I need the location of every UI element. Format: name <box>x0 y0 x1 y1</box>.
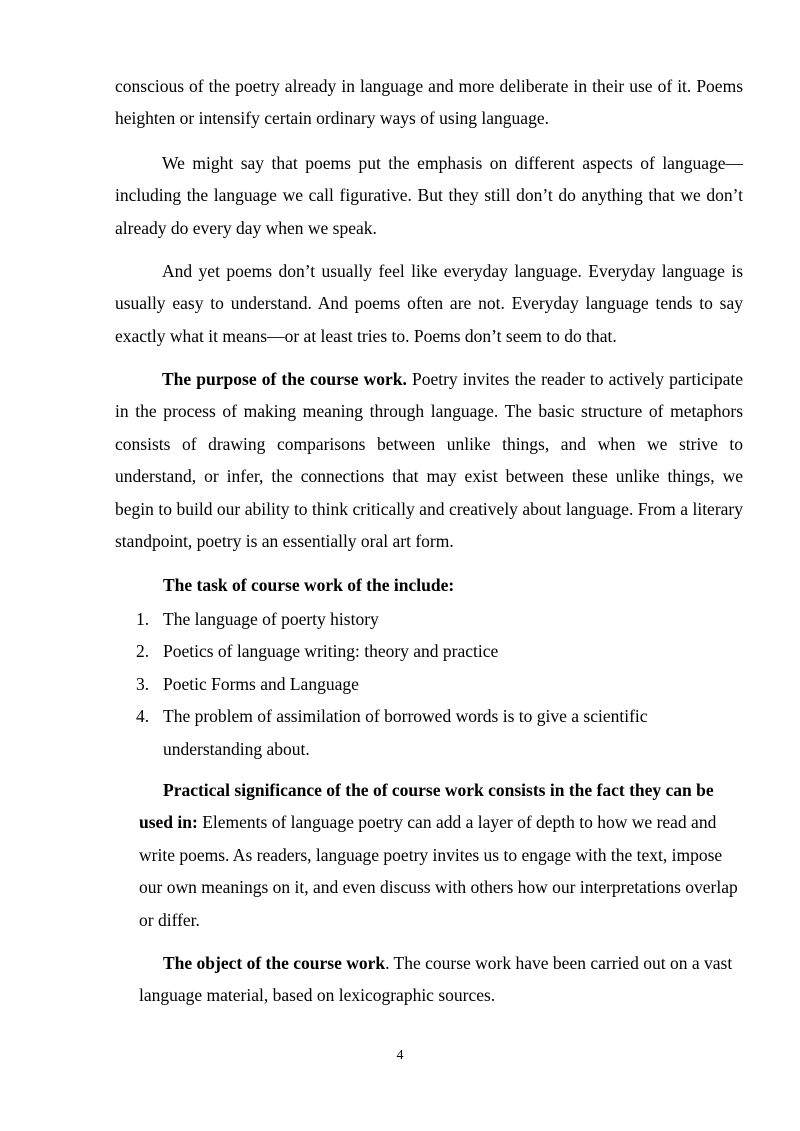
object-heading: The object of the course work <box>163 953 386 973</box>
paragraph-purpose <box>115 363 743 557</box>
page-number: 4 <box>396 1048 404 1063</box>
task-list <box>136 603 736 765</box>
list-item-number: 2. <box>136 641 150 662</box>
list-item-number: 3. <box>136 673 150 694</box>
paragraph-object <box>139 947 743 1012</box>
purpose-text: Poetry invites the reader to actively participate in the process of making meaning through language. The basic structure of metaphors consists of drawing comparisons between unlike things, and when we strive to understand, or infer, the connections that may exist between these unlike things, we begin to build our ability to think critically and creatively about language. From a literary standpoint, poetry is an essentially oral art form. <box>115 369 743 552</box>
list-item-text: Poetic Forms and Language <box>163 673 359 694</box>
significance-heading: Practical significance of the of course work consists in the fact they can be used in: <box>139 780 714 833</box>
list-item-text: The language of poerty history <box>163 609 379 629</box>
list-item-text: The problem of assimilation of borrowed words is to give a scientific understanding about. <box>163 706 648 759</box>
list-item <box>136 700 736 765</box>
paragraph-emphasis: We might say that poems put the emphasis on different aspects of language—including the language we call figurative. But they still don’t do anything that we don’t already do every day when we speak. <box>115 153 743 238</box>
paragraph-continuation: conscious of the poetry already in language and more deliberate in their use of it. Poems heighten or intensify certain ordinary ways of using language. <box>115 76 743 129</box>
paragraph-everyday-language: And yet poems don’t usually feel like everyday language. Everyday language is usually easy to understand. And poems often are not. Everyday language tends to say exactly what it means—or at least tries to. Poems don’t seem to do that. <box>115 261 743 346</box>
object-text: . The course work have been carried out on a vast language material, based on lexicographic sources. <box>139 953 733 1006</box>
list-item <box>136 603 736 635</box>
paragraph-significance <box>139 774 743 936</box>
list-item-number: 1. <box>136 609 150 629</box>
task-heading: The task of course work of the include: <box>163 575 455 595</box>
significance-text: Elements of language poetry can add a layer of depth to how we read and write poems. As readers, language poetry invites us to engage with the text, impose our own meanings on it, and even discuss with others how our interpretations overlap or differ. <box>139 812 738 930</box>
list-item <box>136 635 736 667</box>
purpose-heading: The purpose of the course work. <box>162 369 407 389</box>
list-item-number: 4. <box>136 706 150 727</box>
list-item <box>136 668 736 700</box>
list-item-text: Poetics of language writing: theory and practice <box>163 641 499 662</box>
